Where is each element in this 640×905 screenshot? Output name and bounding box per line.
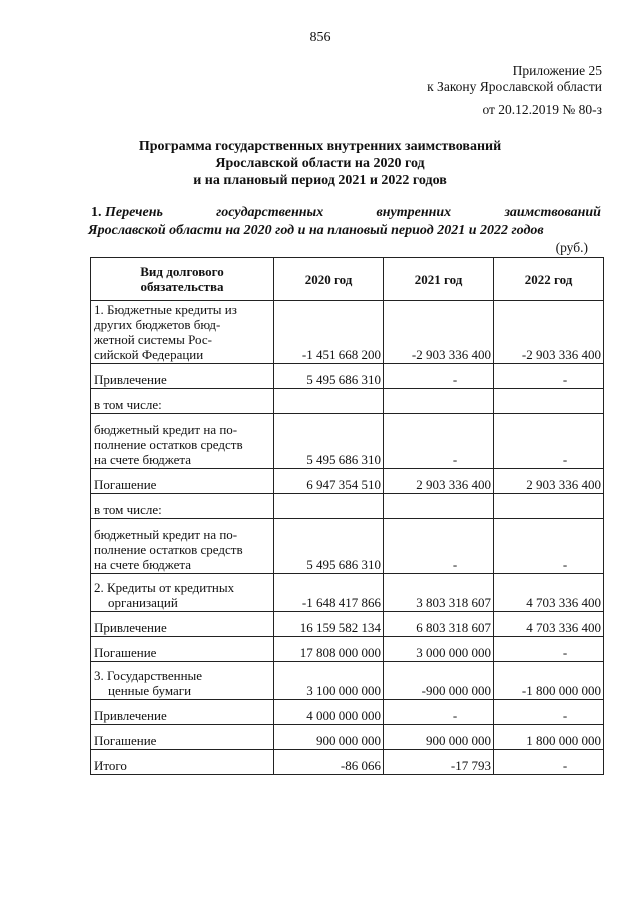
value-2021: - xyxy=(384,700,494,725)
value-2022: - xyxy=(494,414,604,469)
value-2022: 2 903 336 400 xyxy=(494,469,604,494)
row-label xyxy=(91,725,274,750)
row-label-line: бюджетный кредит на по- xyxy=(94,422,238,437)
value-2021: 3 803 318 607 xyxy=(384,574,494,612)
value-2020: 6 947 354 510 xyxy=(274,469,384,494)
row-label-line: полнение остатков средств xyxy=(94,437,243,452)
row-label xyxy=(91,414,274,469)
currency-unit: (руб.) xyxy=(555,240,588,255)
title-line-2: Ярославской области на 2020 год xyxy=(215,156,425,171)
row-label xyxy=(91,700,274,725)
value-2020: -1 451 668 200 xyxy=(274,301,384,364)
row-label-line: в том числе: xyxy=(94,397,162,412)
value-2022: -1 800 000 000 xyxy=(494,662,604,700)
borrowing-table xyxy=(90,257,604,775)
value-2021: 6 803 318 607 xyxy=(384,612,494,637)
value-2020: 4 000 000 000 xyxy=(274,700,384,725)
row-label xyxy=(91,494,274,519)
header-2021: 2021 год xyxy=(384,258,494,301)
section-heading-line-2: Ярославской области на 2020 год и на плановый период 2021 и 2022 годов xyxy=(88,223,544,238)
value-2021: - xyxy=(384,364,494,389)
table-row xyxy=(91,574,604,612)
value-2022: 1 800 000 000 xyxy=(494,725,604,750)
value-2021: - xyxy=(384,414,494,469)
section-word-4: заимствований xyxy=(504,205,601,220)
row-label-line: 1. Бюджетные кредиты из xyxy=(94,302,237,317)
row-label-line: Итого xyxy=(94,758,127,773)
row-label-line: Привлечение xyxy=(94,708,167,723)
table-row xyxy=(91,389,604,414)
row-label xyxy=(91,389,274,414)
row-label-line: других бюджетов бюд- xyxy=(94,317,221,332)
appendix-line-3: от 20.12.2019 № 80-з xyxy=(482,102,602,117)
row-label xyxy=(91,364,274,389)
value-2021: 3 000 000 000 xyxy=(384,637,494,662)
title-line-1: Программа государственных внутренних заимствований xyxy=(138,139,502,154)
value-2021: - xyxy=(384,519,494,574)
row-label-line: Погашение xyxy=(94,733,157,748)
header-2020: 2020 год xyxy=(274,258,384,301)
row-label xyxy=(91,612,274,637)
table-row xyxy=(91,700,604,725)
value-2020: 3 100 000 000 xyxy=(274,662,384,700)
value-2020 xyxy=(274,494,384,519)
row-label-line: 3. Государственные xyxy=(94,668,203,683)
table-row xyxy=(91,725,604,750)
value-2020: -86 066 xyxy=(274,750,384,775)
value-2021 xyxy=(384,494,494,519)
appendix-line-2: к Закону Ярославской области xyxy=(427,79,602,94)
page-number: 856 xyxy=(309,30,331,45)
table-body xyxy=(91,301,604,775)
value-2020: 5 495 686 310 xyxy=(274,519,384,574)
row-label-line: полнение остатков средств xyxy=(94,542,243,557)
value-2021: 900 000 000 xyxy=(384,725,494,750)
value-2021: 2 903 336 400 xyxy=(384,469,494,494)
value-2022: - xyxy=(494,700,604,725)
section-word-1: Перечень xyxy=(105,205,163,220)
value-2022: 4 703 336 400 xyxy=(494,574,604,612)
row-label xyxy=(91,301,274,364)
title-line-3: и на плановый период 2021 и 2022 годов xyxy=(193,173,447,188)
value-2022 xyxy=(494,494,604,519)
value-2022 xyxy=(494,389,604,414)
row-label-line: сийской Федерации xyxy=(94,347,204,362)
section-number: 1. xyxy=(91,205,102,220)
table-row xyxy=(91,494,604,519)
section-word-2: государственных xyxy=(216,205,324,220)
table-row xyxy=(91,469,604,494)
row-label xyxy=(91,662,274,700)
appendix-line-1: Приложение 25 xyxy=(512,63,602,78)
row-label xyxy=(91,469,274,494)
value-2022: - xyxy=(494,364,604,389)
header-obligation-line-2: обязательства xyxy=(140,279,224,294)
header-obligation-line-1: Вид долгового xyxy=(140,264,224,279)
value-2020 xyxy=(274,389,384,414)
table-row xyxy=(91,612,604,637)
row-label xyxy=(91,519,274,574)
header-2022: 2022 год xyxy=(494,258,604,301)
value-2020: 900 000 000 xyxy=(274,725,384,750)
value-2022: - xyxy=(494,519,604,574)
table-row xyxy=(91,750,604,775)
table-row xyxy=(91,637,604,662)
value-2020: 16 159 582 134 xyxy=(274,612,384,637)
row-label-line: 2. Кредиты от кредитных xyxy=(94,580,235,595)
row-label-line: Погашение xyxy=(94,645,157,660)
value-2021: -900 000 000 xyxy=(384,662,494,700)
value-2021: -17 793 xyxy=(384,750,494,775)
table-row xyxy=(91,301,604,364)
value-2022: - xyxy=(494,750,604,775)
row-label xyxy=(91,574,274,612)
document-title xyxy=(40,138,600,189)
row-label-line: Привлечение xyxy=(94,620,167,635)
row-label-line: ценные бумаги xyxy=(108,683,192,698)
row-label-line: Погашение xyxy=(94,477,157,492)
value-2022: - xyxy=(494,637,604,662)
row-label-line: в том числе: xyxy=(94,502,162,517)
row-label-line: на счете бюджета xyxy=(94,557,191,572)
value-2022: 4 703 336 400 xyxy=(494,612,604,637)
row-label-line: организаций xyxy=(108,595,178,610)
section-heading-line-1 xyxy=(91,205,601,221)
row-label-line: на счете бюджета xyxy=(94,452,191,467)
table-row xyxy=(91,364,604,389)
table-header-row xyxy=(91,258,604,301)
row-label-line: бюджетный кредит на по- xyxy=(94,527,238,542)
table-row xyxy=(91,662,604,700)
section-word-3: внутренних xyxy=(376,205,452,220)
value-2020: 17 808 000 000 xyxy=(274,637,384,662)
value-2021 xyxy=(384,389,494,414)
table-row xyxy=(91,519,604,574)
row-label-line: Привлечение xyxy=(94,372,167,387)
row-label xyxy=(91,750,274,775)
row-label xyxy=(91,637,274,662)
table-row xyxy=(91,414,604,469)
row-label-line: жетной системы Рос- xyxy=(94,332,212,347)
value-2020: 5 495 686 310 xyxy=(274,364,384,389)
value-2021: -2 903 336 400 xyxy=(384,301,494,364)
value-2020: -1 648 417 866 xyxy=(274,574,384,612)
value-2022: -2 903 336 400 xyxy=(494,301,604,364)
value-2020: 5 495 686 310 xyxy=(274,414,384,469)
header-obligation-type xyxy=(91,258,274,301)
